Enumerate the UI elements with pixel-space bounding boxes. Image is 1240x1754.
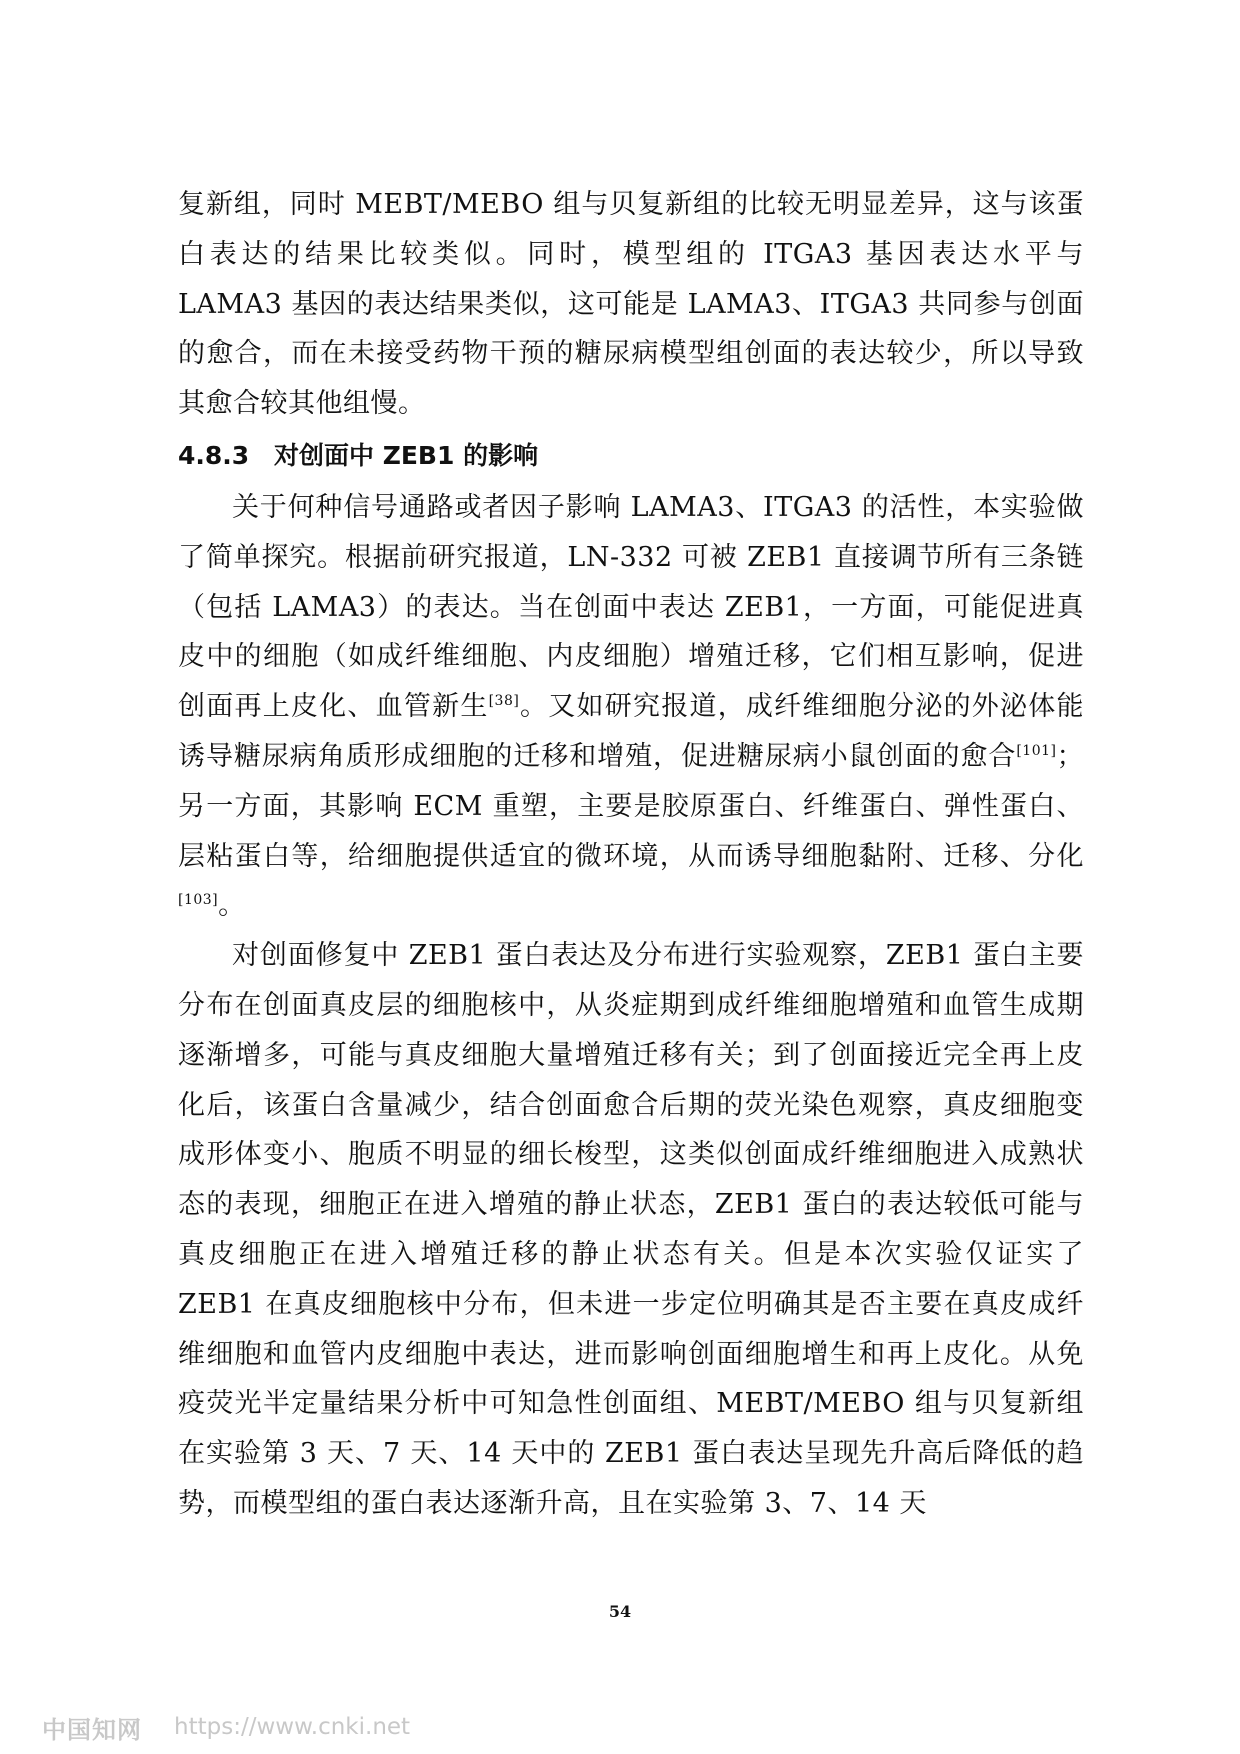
paragraph-zeb1-background (178, 483, 1084, 931)
citation-101: [101] (1016, 742, 1057, 759)
cnki-watermark (42, 1712, 410, 1742)
citation-103: [103] (178, 892, 219, 909)
paragraph-text: 关于何种信号通路或者因子影响 LAMA3、ITGA3 的活性，本实验做了简单探究。根据前研究报道，LN-332 可被 ZEB1 直接调节所有三条链（包括 LAMA3）的表达。当在创面中表达 ZEB1，一方面，可能促进真皮中的细胞（如成纤维细胞、内皮细胞）增殖迁移，它们相互影响，促进创面再上皮化、血管新生 (178, 491, 1084, 723)
page-number: 54 (608, 1602, 632, 1621)
section-heading (178, 431, 1084, 481)
section-title: 对创面中 ZEB1 的影响 (274, 440, 539, 470)
citation-38: [38] (488, 693, 520, 710)
cnki-url: https://www.cnki.net (174, 1714, 411, 1740)
body-text (178, 180, 1084, 1529)
cnki-logo-text: 中国知网 (42, 1715, 142, 1744)
paragraph-text: ；另一方面，其影响 ECM 重塑，主要是胶原蛋白、纤维蛋白、弹性蛋白、层粘蛋白等，给细胞提供适宜的微环境，从而诱导细胞黏附、迁移、分化 (178, 740, 1084, 872)
paragraph-text: 。又如研究报道，成纤维细胞分泌的外泌体能诱导糖尿病角质形成细胞的迁移和增殖，促进糖尿病小鼠创面的愈合 (178, 691, 1085, 772)
paragraph-zeb1-observation: 对创面修复中 ZEB1 蛋白表达及分布进行实验观察，ZEB1 蛋白主要分布在创面真皮层的细胞核中，从炎症期到成纤维细胞增殖和血管生成期逐渐增多，可能与真皮细胞大量增殖迁移有关；到了创面接近完全再上皮化后，该蛋白含量减少，结合创面愈合后期的荧光染色观察，真皮细胞变成形体变小、胞质不明显的细长梭型，这类似创面成纤维细胞进入成熟状态的表现，细胞正在进入增殖的静止状态，ZEB1 蛋白的表达较低可能与真皮细胞正在进入增殖迁移的静止状态有关。但是本次实验仅证实了 ZEB1 在真皮细胞核中分布，但未进一步定位明确其是否主要在真皮成纤维细胞和血管内皮细胞中表达，进而影响创面细胞增生和再上皮化。从免疫荧光半定量结果分析中可知急性创面组、MEBT/MEBO 组与贝复新组在实验第 3 天、7 天、14 天中的 ZEB1 蛋白表达呈现先升高后降低的趋势，而模型组的蛋白表达逐渐升高，且在实验第 3、7、14 天 (178, 940, 1084, 1519)
section-number: 4.8.3 (178, 440, 250, 470)
paragraph-continued: 复新组，同时 MEBT/MEBO 组与贝复新组的比较无明显差异，这与该蛋白表达的结果比较类似。同时，模型组的 ITGA3 基因表达水平与 LAMA3 基因的表达结果类似，这可能是 LAMA3、ITGA3 共同参与创面的愈合，而在未接受药物干预的糖尿病模型组创面的表达较少，所以导致其愈合较其他组慢。 (178, 189, 1084, 420)
paragraph-text: 。 (218, 890, 246, 922)
